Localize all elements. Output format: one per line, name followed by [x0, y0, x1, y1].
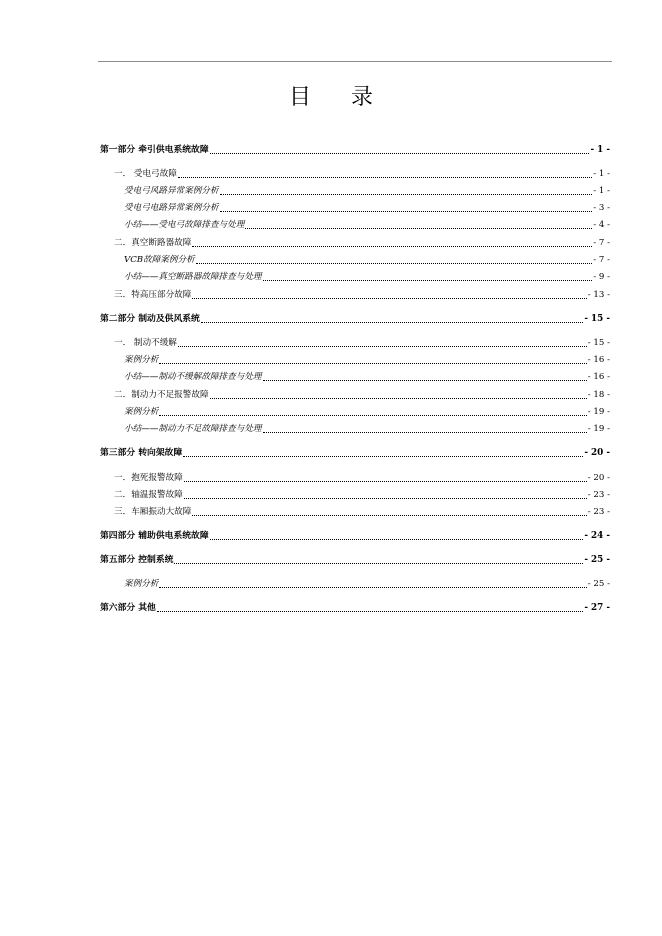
dot-leader — [159, 587, 586, 588]
toc-entry[interactable] — [100, 487, 610, 501]
toc-entry-page: - 19 - — [587, 424, 610, 434]
toc-entry-page: - 23 - — [587, 490, 610, 500]
dot-leader — [159, 363, 586, 364]
dot-leader — [220, 194, 593, 195]
dot-leader — [192, 246, 592, 247]
toc-entry-page: - 7 - — [593, 238, 610, 248]
dot-leader — [210, 539, 584, 540]
dot-leader — [192, 298, 586, 299]
toc-entry-label: 第三部分 转向架故障 — [100, 448, 183, 458]
dot-leader — [263, 380, 587, 381]
toc-entry-label: 二．轴温报警故障 — [114, 490, 183, 500]
toc-entry-label: 一． 制动不缓解 — [114, 338, 177, 348]
toc-entry-label: 三．车厢振动大故障 — [114, 507, 192, 517]
dot-leader — [178, 177, 592, 178]
toc-entry[interactable] — [100, 421, 610, 435]
toc-entry-page: - 20 - — [584, 448, 610, 458]
toc-entry[interactable] — [100, 217, 610, 231]
dot-leader — [183, 456, 583, 457]
toc-entry-page: - 23 - — [587, 507, 610, 517]
toc-entry-page: - 18 - — [587, 390, 610, 400]
toc-entry[interactable] — [100, 528, 610, 542]
toc-entry[interactable] — [100, 142, 610, 156]
toc-entry-page: - 1 - — [593, 186, 610, 196]
title-char-1: 目 — [288, 85, 311, 110]
dot-leader — [245, 228, 592, 229]
toc-entry[interactable] — [100, 470, 610, 484]
toc-entry-label: 第六部分 其他 — [100, 603, 156, 613]
toc-entry[interactable] — [100, 335, 610, 349]
toc-entry-page: - 20 - — [587, 473, 610, 483]
toc-entry[interactable] — [100, 269, 610, 283]
toc-entry-label: 第二部分 制动及供风系统 — [100, 314, 200, 324]
toc-entry[interactable] — [100, 287, 610, 301]
toc-entry[interactable] — [100, 183, 610, 197]
dot-leader — [157, 611, 583, 612]
dot-leader — [210, 153, 590, 154]
toc-entry-page: - 1 - — [593, 169, 610, 179]
dot-leader — [184, 481, 587, 482]
toc-entry-page: - 25 - — [587, 579, 610, 589]
toc-entry[interactable] — [100, 600, 610, 614]
toc-entry-page: - 3 - — [593, 203, 610, 213]
toc-entry-page: - 1 - — [590, 145, 610, 155]
dot-leader — [201, 322, 583, 323]
toc-entry-label: 一．抱死报警故障 — [114, 473, 183, 483]
toc-entry-page: - 16 - — [587, 372, 610, 382]
toc-entry-label: 二．制动力不足报警故障 — [114, 390, 209, 400]
toc-entry-page: - 15 - — [584, 314, 610, 324]
toc-entry[interactable] — [100, 552, 610, 566]
toc-entry[interactable] — [100, 166, 610, 180]
toc-entry-label: 小结——制动不缓解故障排查与处理 — [124, 372, 262, 382]
toc-entry[interactable] — [100, 352, 610, 366]
toc-entry-label: 案例分析 — [124, 579, 159, 589]
toc-entry[interactable] — [100, 252, 610, 266]
toc-entry[interactable] — [100, 404, 610, 418]
toc-entry-label: 受电弓电路异常案例分析 — [124, 203, 219, 213]
toc-entry-page: - 4 - — [593, 220, 610, 230]
toc-entry[interactable] — [100, 445, 610, 459]
toc-entry[interactable] — [100, 369, 610, 383]
toc-entry-label: 第五部分 控制系统 — [100, 555, 174, 565]
toc-entry-label: 受电弓风路异常案例分析 — [124, 186, 219, 196]
dot-leader — [178, 346, 587, 347]
dot-leader — [192, 515, 586, 516]
header-rule — [98, 61, 612, 62]
dot-leader — [159, 415, 586, 416]
toc-entry-page: - 27 - — [584, 603, 610, 613]
toc-entry-label: 小结——受电弓故障排查与处理 — [124, 220, 245, 230]
dot-leader — [174, 563, 583, 564]
dot-leader — [220, 211, 593, 212]
toc-entry-label: 二．真空断路器故障 — [114, 238, 192, 248]
toc-entry-label: 案例分析 — [124, 407, 159, 417]
toc-entry[interactable] — [100, 387, 610, 401]
dot-leader — [263, 432, 587, 433]
toc-entry-label: VCB故障案例分析 — [124, 255, 195, 265]
dot-leader — [210, 398, 587, 399]
toc-entry-page: - 25 - — [584, 555, 610, 565]
toc-entry-page: - 9 - — [593, 272, 610, 282]
toc-entry[interactable] — [100, 311, 610, 325]
toc-entry-page: - 19 - — [587, 407, 610, 417]
toc-entry-label: 一． 受电弓故障 — [114, 169, 177, 179]
toc-entry-label: 第四部分 辅助供电系统故障 — [100, 531, 209, 541]
toc-entry-label: 第一部分 牵引供电系统故障 — [100, 145, 209, 155]
toc-entry[interactable] — [100, 504, 610, 518]
toc-entry-label: 三．特高压部分故障 — [114, 290, 192, 300]
toc-entry-page: - 7 - — [593, 255, 610, 265]
dot-leader — [184, 498, 587, 499]
dot-leader — [263, 280, 593, 281]
dot-leader — [196, 263, 593, 264]
toc-entry-label: 小结——制动力不足故障排查与处理 — [124, 424, 262, 434]
toc-entry[interactable] — [100, 576, 610, 590]
title-char-2: 录 — [351, 85, 374, 110]
toc-entry[interactable] — [100, 235, 610, 249]
toc-entry-page: - 16 - — [587, 355, 610, 365]
toc-entry-page: - 15 - — [587, 338, 610, 348]
toc-entry-page: - 24 - — [584, 531, 610, 541]
toc-entry[interactable] — [100, 200, 610, 214]
toc-entry-page: - 13 - — [587, 290, 610, 300]
toc-entry-label: 案例分析 — [124, 355, 159, 365]
page-title — [0, 84, 662, 112]
toc-entry-label: 小结——真空断路器故障排查与处理 — [124, 272, 262, 282]
